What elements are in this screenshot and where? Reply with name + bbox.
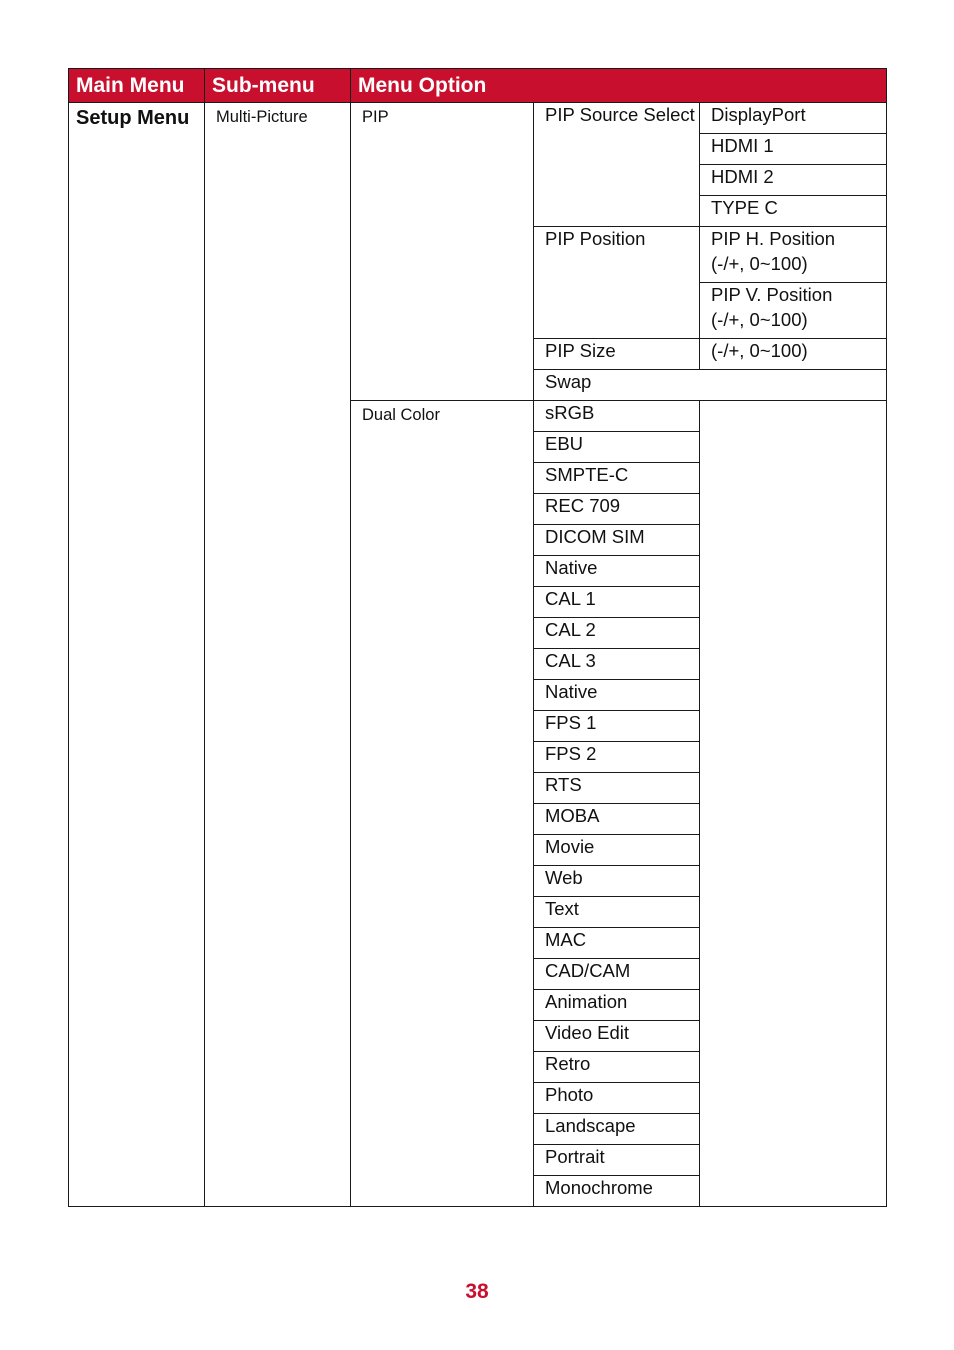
dual-color-option: FPS 2: [534, 742, 700, 773]
pip-h-position: PIP H. Position: [711, 228, 836, 249]
option-swap: Swap: [534, 370, 887, 401]
pip-source-option: HDMI 2: [700, 165, 887, 196]
sub-menu-multi-picture: Multi-Picture: [205, 103, 351, 1207]
dual-color-option: Animation: [534, 990, 700, 1021]
option-pip: PIP: [351, 103, 534, 401]
dual-color-option: Text: [534, 897, 700, 928]
option-pip-size: PIP Size: [534, 339, 700, 370]
table-header-row: [69, 69, 887, 103]
pip-v-position-range: (-/+, 0~100): [711, 308, 808, 330]
main-menu-setup: Setup Menu: [69, 103, 205, 1207]
dual-color-option: Photo: [534, 1083, 700, 1114]
dual-color-option: SMPTE-C: [534, 463, 700, 494]
option-dual-color: Dual Color: [351, 401, 534, 1207]
option-pip-position: PIP Position: [534, 227, 700, 339]
dual-color-option: Monochrome: [534, 1176, 700, 1207]
pip-source-option: TYPE C: [700, 196, 887, 227]
pip-h-position-cell: [700, 227, 887, 283]
pip-source-option: DisplayPort: [700, 103, 887, 134]
pip-source-option: HDMI 1: [700, 134, 887, 165]
dual-color-option: Web: [534, 866, 700, 897]
dual-color-option: EBU: [534, 432, 700, 463]
dual-color-option: REC 709: [534, 494, 700, 525]
dual-color-option: MOBA: [534, 804, 700, 835]
pip-v-position: PIP V. Position: [711, 284, 833, 305]
dual-color-option: DICOM SIM: [534, 525, 700, 556]
dual-color-option: Landscape: [534, 1114, 700, 1145]
dual-color-option: FPS 1: [534, 711, 700, 742]
dual-color-option: Portrait: [534, 1145, 700, 1176]
dual-color-option: CAL 3: [534, 649, 700, 680]
dual-color-option: CAL 1: [534, 587, 700, 618]
dual-color-option: MAC: [534, 928, 700, 959]
dual-color-option: Native: [534, 680, 700, 711]
dual-color-option: Video Edit: [534, 1021, 700, 1052]
dual-color-option: CAL 2: [534, 618, 700, 649]
page-number: 38: [465, 1280, 489, 1303]
dual-color-option: Movie: [534, 835, 700, 866]
table-row: [69, 103, 887, 134]
dual-color-option: sRGB: [534, 401, 700, 432]
pip-h-position-range: (-/+, 0~100): [711, 252, 808, 274]
dual-color-option: CAD/CAM: [534, 959, 700, 990]
option-pip-source-select: PIP Source Select: [534, 103, 700, 227]
header-main-menu: Main Menu: [69, 69, 205, 103]
dual-color-option: Native: [534, 556, 700, 587]
dual-color-option: RTS: [534, 773, 700, 804]
pip-v-position-cell: [700, 283, 887, 339]
empty-cell: [700, 401, 887, 1207]
dual-color-option: Retro: [534, 1052, 700, 1083]
header-sub-menu: Sub-menu: [205, 69, 351, 103]
pip-size-range: (-/+, 0~100): [700, 339, 887, 370]
header-menu-option: Menu Option: [351, 69, 887, 103]
osd-menu-table: [68, 68, 887, 1207]
